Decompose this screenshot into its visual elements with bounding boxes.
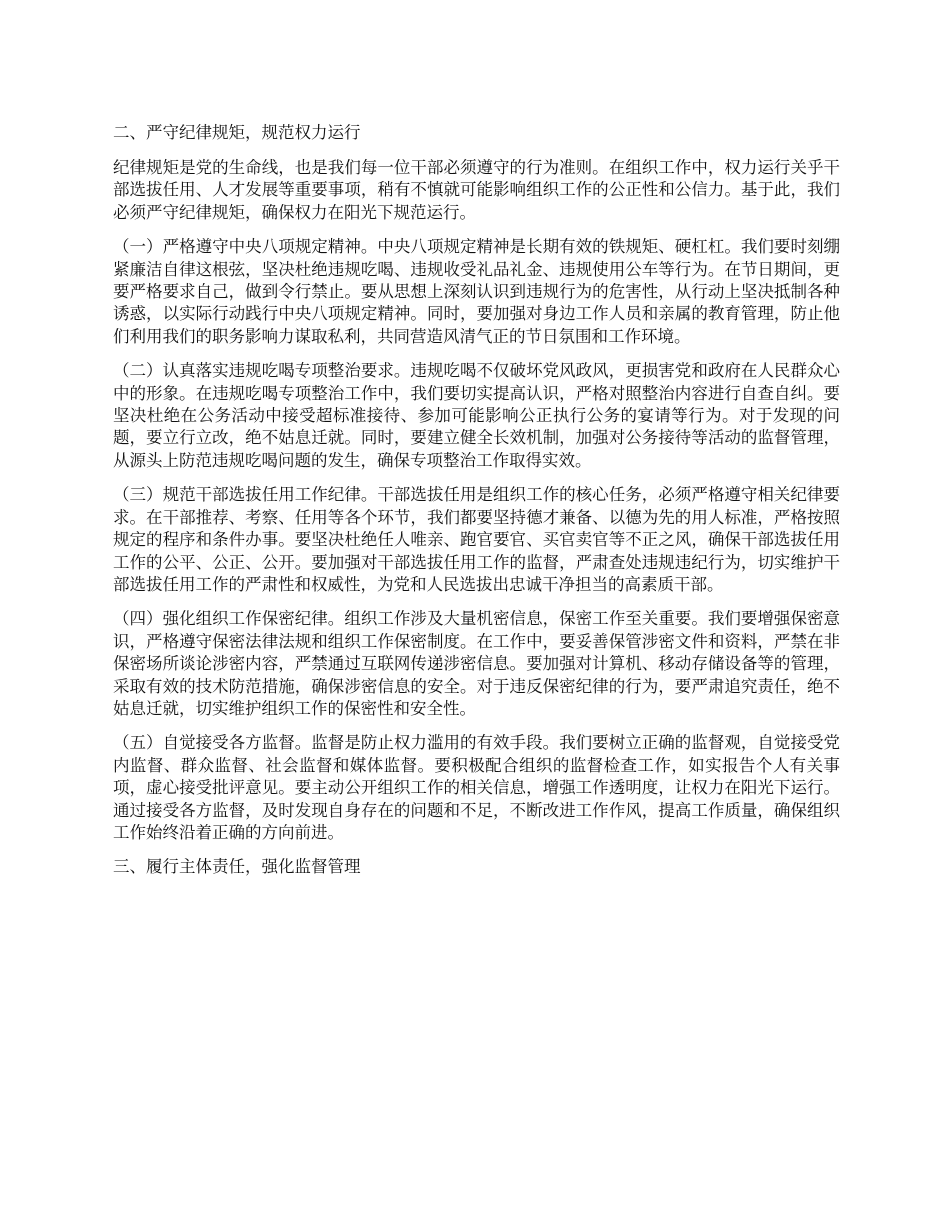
paragraph-item-4: （四）强化组织工作保密纪律。组织工作涉及大量机密信息，保密工作至关重要。我们要增强保密意识，严格遵守保密法律法规和组织工作保密制度。在工作中，要妥善保管涉密文件和资料，严禁在非保密场所谈论涉密内容，严禁通过互联网传递涉密信息。要加强对计算机、移动存储设备等的管理，采取有效的技术防范措施，确保涉密信息的安全。对于违反保密纪律的行为，要严肃追究责任，绝不姑息迁就，切实维护组织工作的保密性和安全性。 bbox=[113, 609, 840, 718]
document-page bbox=[113, 122, 840, 891]
paragraph-item-3: （三）规范干部选拔任用工作纪律。干部选拔任用是组织工作的核心任务，必须严格遵守相关纪律要求。在干部推荐、考察、任用等各个环节，我们都要坚持德才兼备、以德为先的用人标准，严格按照规定的程序和条件办事。要坚决杜绝任人唯亲、跑官要官、买官卖官等不正之风，确保干部选拔任用工作的公平、公正、公开。要加强对干部选拔任用工作的监督，严肃查处违规违纪行为，切实维护干部选拔任用工作的严肃性和权威性，为党和人民选拔出忠诚干净担当的高素质干部。 bbox=[113, 485, 840, 594]
section-3-heading: 三、履行主体责任，强化监督管理 bbox=[113, 857, 361, 877]
paragraph-item-1: （一）严格遵守中央八项规定精神。中央八项规定精神是长期有效的铁规矩、硬杠杠。我们要时刻绷紧廉洁自律这根弦，坚决杜绝违规吃喝、违规收受礼品礼金、违规使用公车等行为。在节日期间，更要严格要求自己，做到令行禁止。要从思想上深刻认识到违规行为的危害性，从行动上坚决抵制各种诱惑，以实际行动践行中央八项规定精神。同时，要加强对身边工作人员和亲属的教育管理，防止他们利用我们的职务影响力谋取私利，共同营造风清气正的节日氛围和工作环境。 bbox=[113, 237, 840, 346]
intro-paragraph: 纪律规矩是党的生命线，也是我们每一位干部必须遵守的行为准则。在组织工作中，权力运行关乎干部选拔任用、人才发展等重要事项，稍有不慎就可能影响组织工作的公正性和公信力。基于此，我们必须严守纪律规矩，确保权力在阳光下规范运行。 bbox=[113, 158, 840, 222]
paragraph-item-2: （二）认真落实违规吃喝专项整治要求。违规吃喝不仅破坏党风政风，更损害党和政府在人民群众心中的形象。在违规吃喝专项整治工作中，我们要切实提高认识，严格对照整治内容进行自查自纠。要坚决杜绝在公务活动中接受超标准接待、参加可能影响公正执行公务的宴请等行为。对于发现的问题，要立行立改，绝不姑息迁就。同时，要建立健全长效机制，加强对公务接待等活动的监督管理，从源头上防范违规吃喝问题的发生，确保专项整治工作取得实效。 bbox=[113, 361, 840, 470]
paragraph-item-5: （五）自觉接受各方监督。监督是防止权力滥用的有效手段。我们要树立正确的监督观，自觉接受党内监督、群众监督、社会监督和媒体监督。要积极配合组织的监督检查工作，如实报告个人有关事项，虚心接受批评意见。要主动公开组织工作的相关信息，增强工作透明度，让权力在阳光下运行。通过接受各方监督，及时发现自身存在的问题和不足，不断改进工作作风，提高工作质量，确保组织工作始终沿着正确的方向前进。 bbox=[113, 733, 840, 842]
section-2-heading: 二、严守纪律规矩，规范权力运行 bbox=[113, 123, 361, 142]
